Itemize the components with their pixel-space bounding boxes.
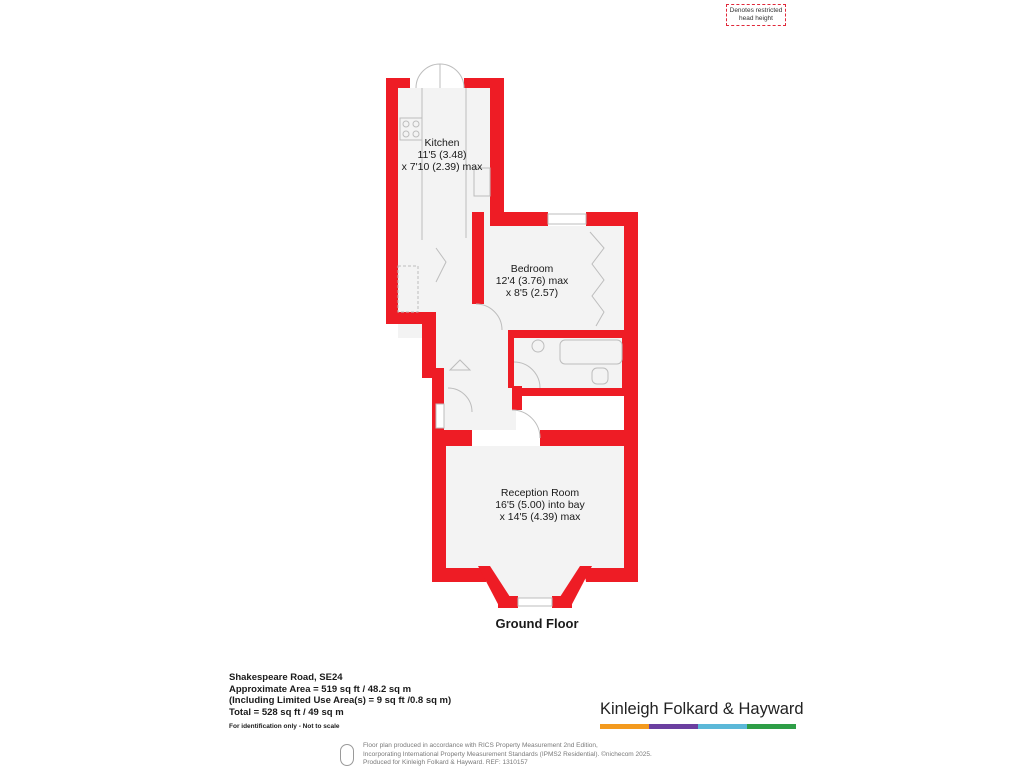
footer-copyright: ©nichecom 2025.	[601, 750, 652, 758]
bedroom-name: Bedroom	[510, 263, 554, 275]
reception-dim-1: 16'5 (5.00) into bay	[495, 499, 585, 511]
kitchen-dim-2: x 7'10 (2.39) max	[401, 161, 483, 173]
footer-line-1: Floor plan produced in accordance with RICS Property Measurement 2nd Edition,	[363, 742, 598, 749]
legend-line-1: Denotes restricted	[729, 7, 783, 14]
reception-door-swing	[512, 410, 540, 438]
bedroom-dim-2: x 8'5 (2.57)	[505, 287, 559, 299]
reception-name: Reception Room	[500, 487, 580, 499]
reception-label	[495, 487, 585, 523]
nichecom-icon	[340, 744, 354, 766]
footer-line-3: Produced for Kinleigh Folkard & Hayward. REF: 1310157	[363, 759, 528, 766]
patio-door-right	[440, 64, 464, 88]
logo-bar-green	[747, 724, 796, 729]
legend-line-2: head height	[739, 15, 773, 22]
bedroom-dim-1: 12'4 (3.76) max	[495, 275, 569, 287]
footer-line-2-wrap	[363, 751, 652, 760]
logo-bar-orange	[600, 724, 649, 729]
logo-bar-purple	[649, 724, 698, 729]
reception-dim-2: x 14'5 (4.39) max	[499, 511, 581, 523]
property-info	[229, 672, 451, 733]
footer-credits	[363, 742, 652, 768]
floor-title: Ground Floor	[495, 616, 579, 631]
total-area: Total = 528 sq ft / 49 sq m	[229, 706, 344, 718]
footer-line-2: Incorporating International Property Measurement Standards (IPMS2 Residential).	[363, 750, 600, 758]
kitchen-name: Kitchen	[424, 137, 460, 149]
address: Shakespeare Road, SE24	[229, 672, 343, 683]
patio-door-left	[416, 64, 440, 88]
kitchen-dim-1: 11'5 (3.48)	[417, 149, 467, 161]
agent-logo: Kinleigh Folkard & Hayward	[600, 700, 804, 718]
identification-note: For identification only - Not to scale	[229, 723, 340, 730]
limited-use-area: (Including Limited Use Area(s) = 9 sq ft /0.8 sq m)	[229, 695, 452, 706]
logo-bar-blue	[698, 724, 747, 729]
approximate-area: Approximate Area = 519 sq ft / 48.2 sq m	[229, 683, 412, 695]
agent-logo-bar	[600, 724, 796, 729]
